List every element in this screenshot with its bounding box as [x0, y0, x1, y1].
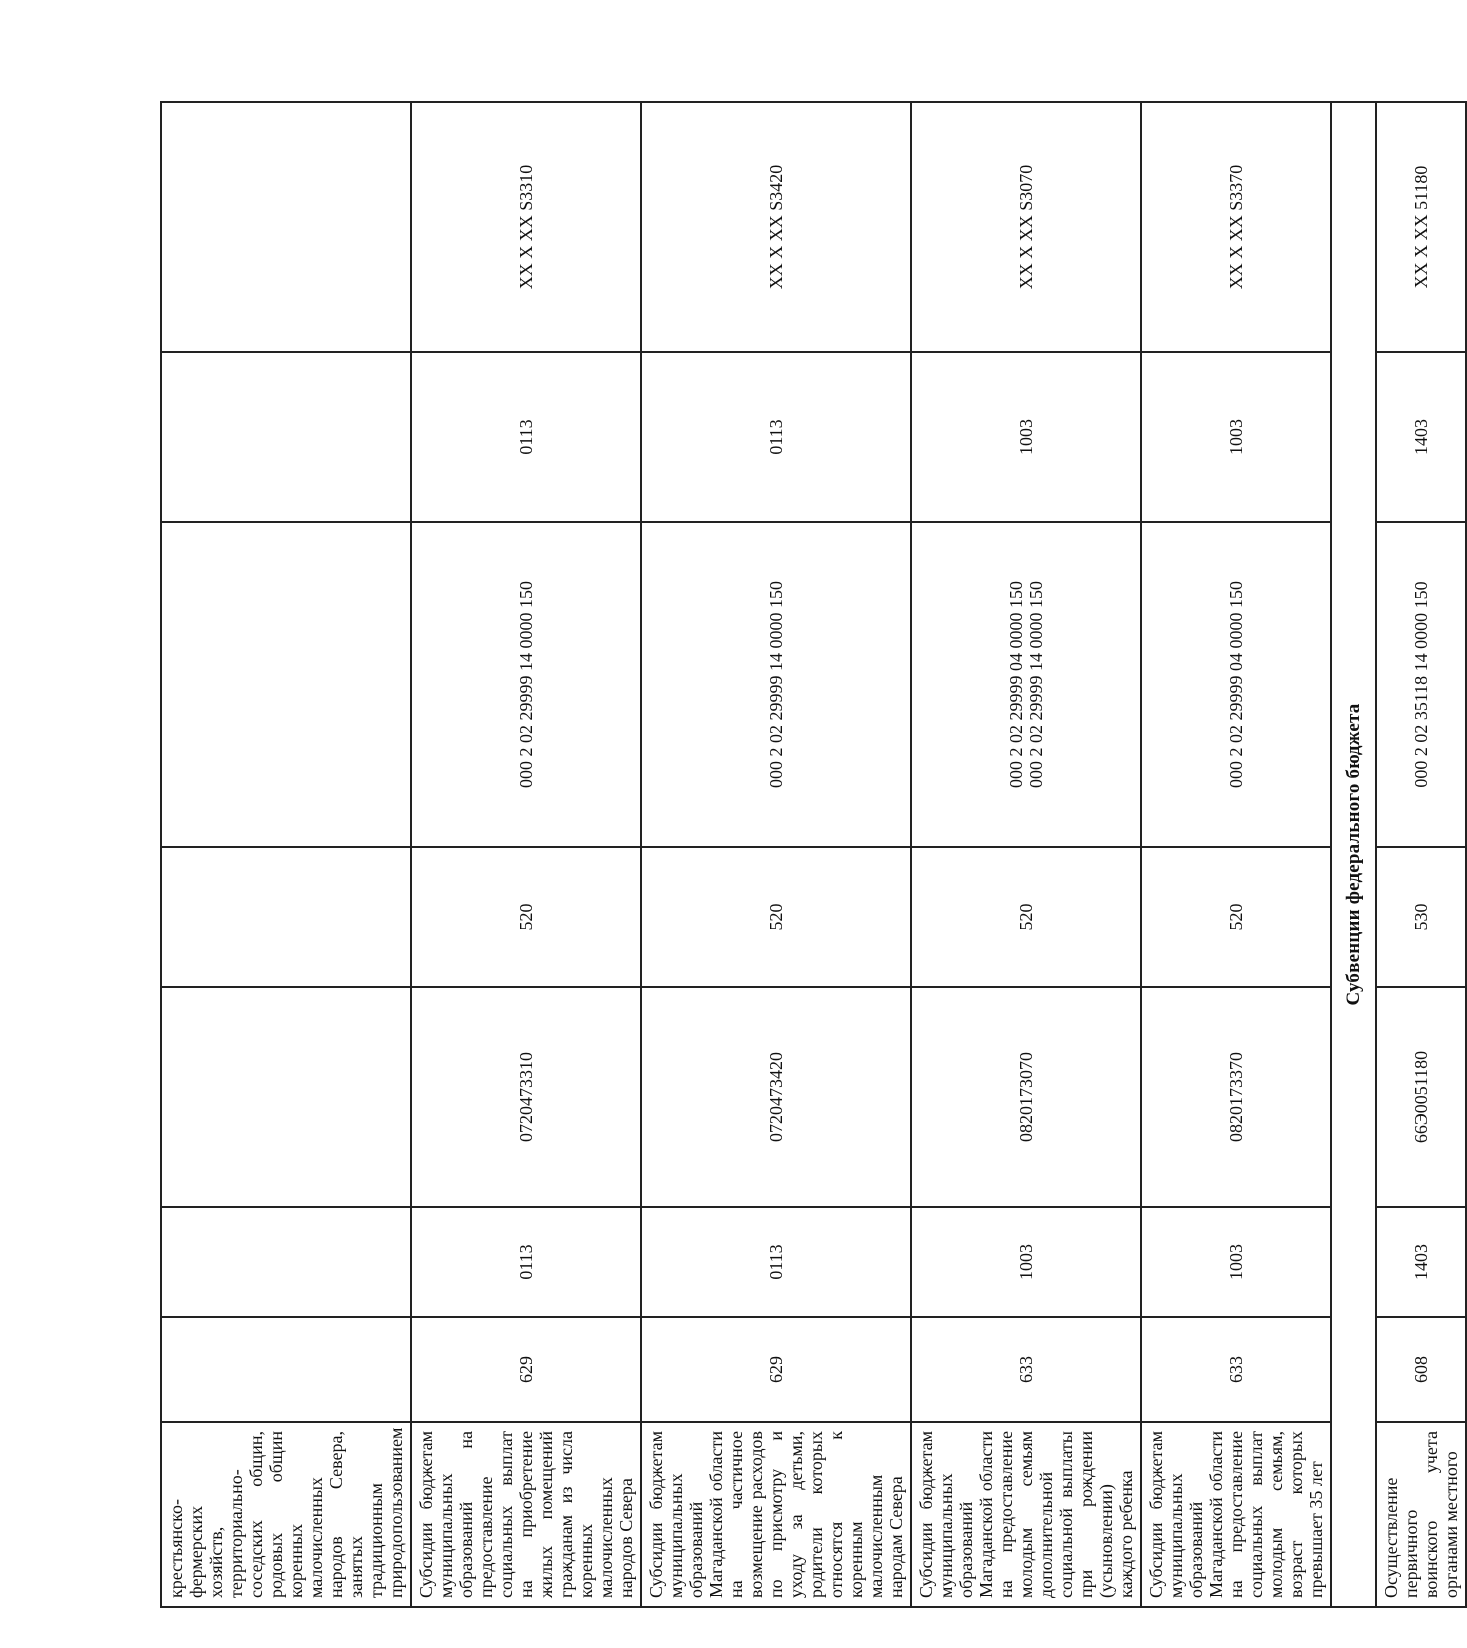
- table-row: [161, 102, 411, 1607]
- cell-rz: 1003: [1141, 1207, 1331, 1317]
- cell-kd: [911, 522, 1141, 847]
- cell-code: XX X XX S3310: [411, 102, 641, 352]
- cell-kd: [161, 522, 411, 847]
- section-row: [1331, 102, 1376, 1607]
- cell-rz: 1003: [911, 1207, 1141, 1317]
- cell-grbs: 608: [1376, 1317, 1466, 1422]
- row-name: Субсидии бюджетам муниципальных образований на предоставление социальных выплат на приобретение жилых помещений гражданам из числа коренных малочисленных народов Севера: [411, 1422, 641, 1607]
- cell-grbs: [161, 1317, 411, 1422]
- cell-rz: 0113: [641, 1207, 911, 1317]
- cell-csr: 66Э0051180: [1376, 987, 1466, 1207]
- cell-code: XX X XX S3420: [641, 102, 911, 352]
- table-body: [161, 102, 1466, 1607]
- table-row: [1141, 102, 1331, 1607]
- row-name: крестьянско-фермерских хозяйств, территориально-соседских общин, родовых общин коренных малочисленных народов Севера, занятых традиционным природопользованием: [161, 1422, 411, 1607]
- row-name: Субсидии бюджетам муниципальных образований Магаданской области на предоставление социальных выплат молодым семьям, возраст которых превышает 35 лет: [1141, 1422, 1331, 1607]
- cell-vr: [161, 847, 411, 987]
- rotated-page: [160, 103, 1461, 1608]
- cell-code: [161, 102, 411, 352]
- row-name: Субсидии бюджетам муниципальных образований Магаданской области на предоставление молодым семьям дополнительной социальной выплаты при рождении (усыновлении) каждого ребенка: [911, 1422, 1141, 1607]
- kd-code: 000 2 02 29999 04 0000 150: [1006, 581, 1026, 788]
- kd-code: 000 2 02 29999 04 0000 150: [1226, 581, 1246, 788]
- cell-rz: 0113: [411, 1207, 641, 1317]
- cell-rz-recipient: 0113: [641, 352, 911, 522]
- cell-vr: 520: [911, 847, 1141, 987]
- cell-csr: 0720473310: [411, 987, 641, 1207]
- cell-rz-recipient: 1003: [911, 352, 1141, 522]
- table-row: [1376, 102, 1466, 1607]
- cell-code: XX X XX S3370: [1141, 102, 1331, 352]
- section-title: Субвенции федерального бюджета: [1331, 102, 1376, 1607]
- cell-grbs: 629: [411, 1317, 641, 1422]
- table-row: [641, 102, 911, 1607]
- subsidy-table: [160, 101, 1467, 1608]
- cell-kd: [1141, 522, 1331, 847]
- cell-kd: [641, 522, 911, 847]
- row-name: Субсидии бюджетам муниципальных образований Магаданской области на частичное возмещение расходов по присмотру и уходу за детьми, родители которых относятся к коренным малочисленным народам Севера: [641, 1422, 911, 1607]
- cell-grbs: 629: [641, 1317, 911, 1422]
- cell-csr: [161, 987, 411, 1207]
- cell-grbs: 633: [1141, 1317, 1331, 1422]
- cell-vr: 530: [1376, 847, 1466, 987]
- cell-vr: 520: [411, 847, 641, 987]
- table-row: [411, 102, 641, 1607]
- kd-code: 000 2 02 35118 14 0000 150: [1411, 581, 1431, 788]
- cell-csr: 0720473420: [641, 987, 911, 1207]
- table-row: [911, 102, 1141, 1607]
- cell-csr: 0820173370: [1141, 987, 1331, 1207]
- cell-rz: 1403: [1376, 1207, 1466, 1317]
- kd-code: 000 2 02 29999 14 0000 150: [516, 581, 536, 788]
- cell-rz-recipient: 1403: [1376, 352, 1466, 522]
- cell-kd: [1376, 522, 1466, 847]
- cell-kd: [411, 522, 641, 847]
- cell-rz-recipient: 1003: [1141, 352, 1331, 522]
- cell-csr: 0820173070: [911, 987, 1141, 1207]
- cell-grbs: 633: [911, 1317, 1141, 1422]
- kd-code: 000 2 02 29999 14 0000 150: [766, 581, 786, 788]
- cell-code: XX X XX 51180: [1376, 102, 1466, 352]
- cell-rz-recipient: [161, 352, 411, 522]
- cell-vr: 520: [1141, 847, 1331, 987]
- kd-code: 000 2 02 29999 14 0000 150: [1026, 581, 1046, 788]
- cell-vr: 520: [641, 847, 911, 987]
- cell-rz: [161, 1207, 411, 1317]
- row-name: Осуществление первичного воинского учета органами местного: [1376, 1422, 1466, 1607]
- cell-code: XX X XX S3070: [911, 102, 1141, 352]
- cell-rz-recipient: 0113: [411, 352, 641, 522]
